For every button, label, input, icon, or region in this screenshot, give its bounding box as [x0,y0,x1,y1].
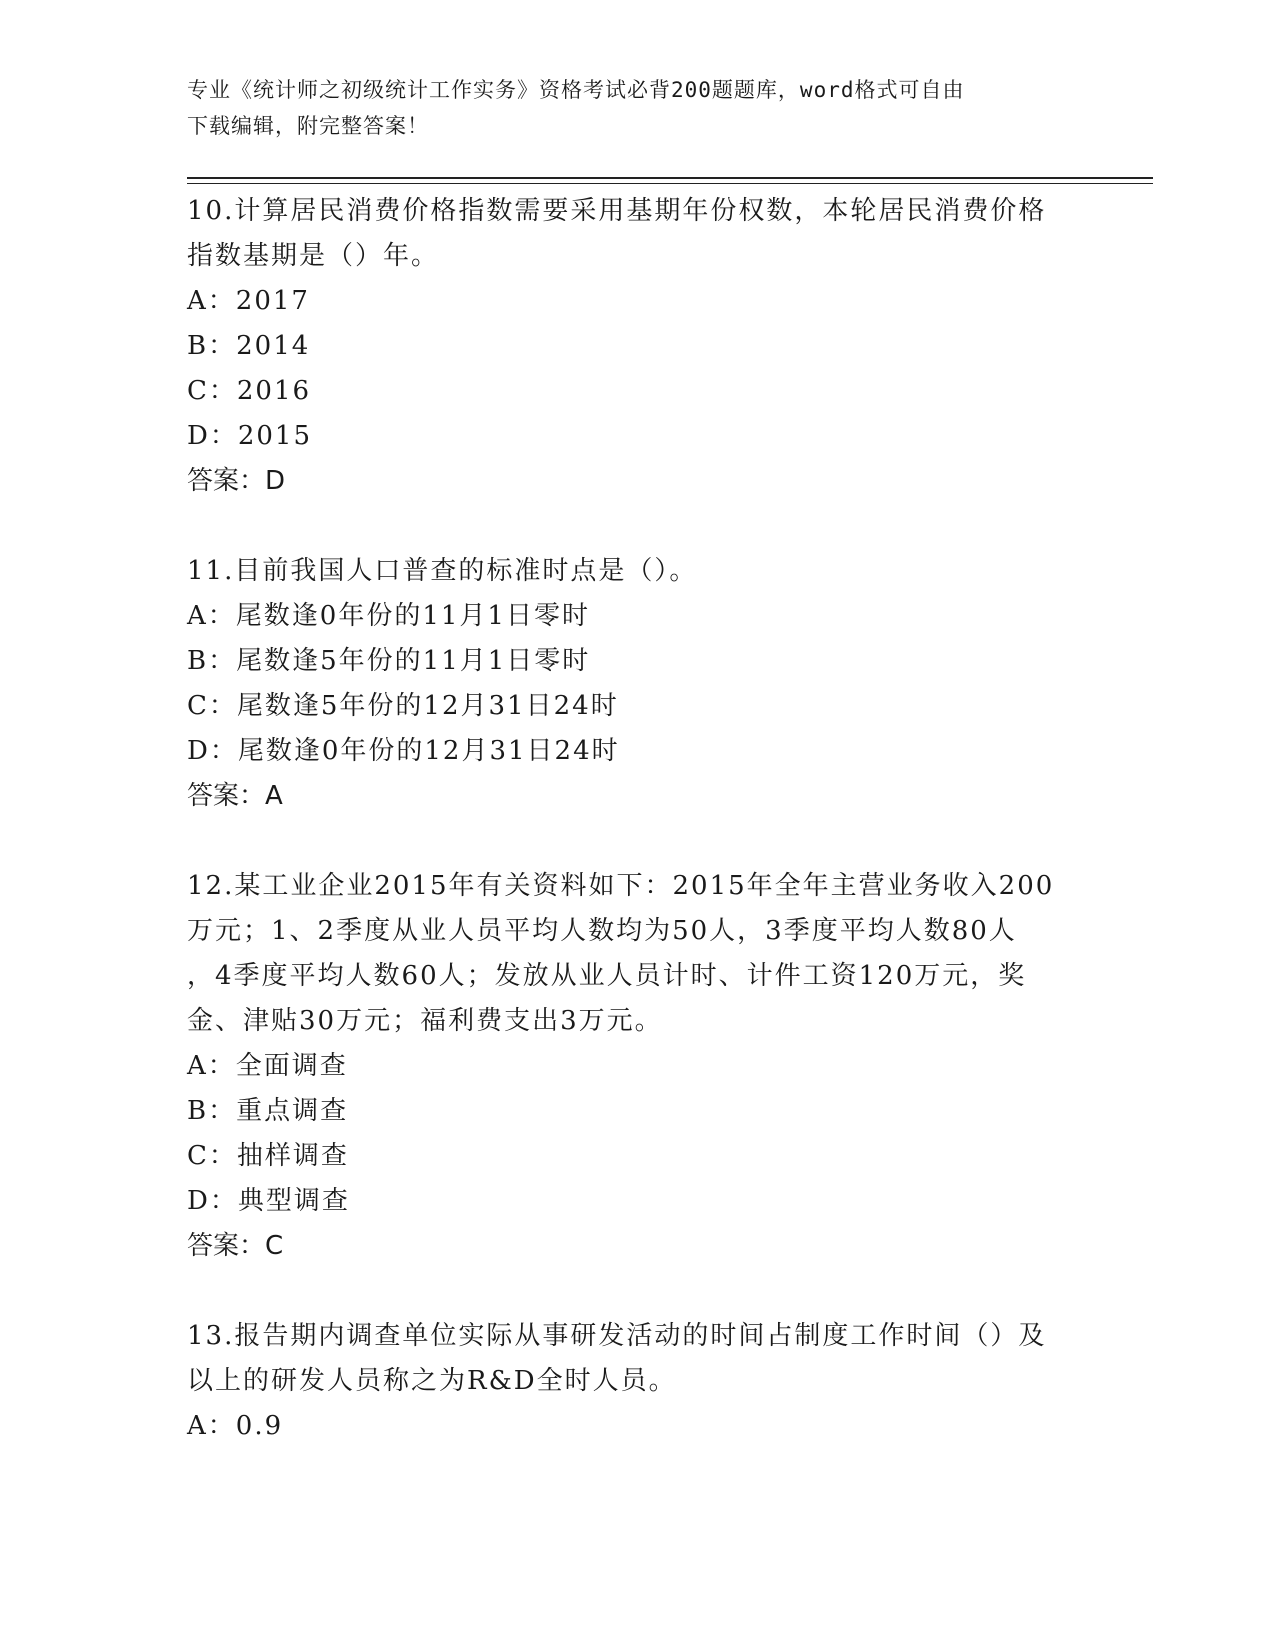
question-13 [187,1314,1087,1449]
option-a: A：2017 [187,286,310,316]
question-12 [187,864,1087,1269]
option-c: C：2016 [187,376,312,406]
question-spacer [187,504,1087,549]
option-a: A：全面调查 [187,1051,348,1081]
question-spacer [187,819,1087,864]
header-divider-thick [187,177,1153,179]
answer-line: 答案：D [187,466,286,496]
question-list [187,189,1087,1449]
question-stem-line: ，4季度平均人数60人；发放从业人员计时、计件工资120万元，奖 [187,961,1027,991]
question-stem-line: 指数基期是（）年。 [187,241,440,271]
option-a: A：尾数逢0年份的11月1日零时 [187,601,590,631]
question-11 [187,549,1087,819]
question-spacer [187,1269,1087,1314]
question-stem-line: 金、津贴30万元；福利费支出3万元。 [187,1006,663,1036]
question-stem-line: 13.报告期内调查单位实际从事研发活动的时间占制度工作时间（）及 [187,1321,1047,1351]
question-10 [187,189,1087,504]
option-a: A：0.9 [187,1411,284,1441]
document-header [187,72,1067,144]
header-line-2: 下载编辑，附完整答案！ [187,114,429,138]
question-stem-line: 万元；1、2季度从业人员平均人数均为50人，3季度平均人数80人 [187,916,1017,946]
option-c: C：抽样调查 [187,1141,349,1171]
option-d: D：2015 [187,421,313,451]
header-line-1: 专业《统计师之初级统计工作实务》资格考试必背200题题库，word格式可自由 [187,78,965,102]
answer-line: 答案：A [187,781,283,811]
option-d: D：尾数逢0年份的12月31日24时 [187,736,620,766]
question-stem-line: 12.某工业企业2015年有关资料如下：2015年全年主营业务收入200 [187,871,1055,901]
option-c: C：尾数逢5年份的12月31日24时 [187,691,619,721]
question-stem-line: 11.目前我国人口普查的标准时点是（）。 [187,556,698,586]
option-b: B：尾数逢5年份的11月1日零时 [187,646,591,676]
header-divider-thin [187,183,1153,184]
option-b: B：2014 [187,331,311,361]
question-stem-line: 10.计算居民消费价格指数需要采用基期年份权数，本轮居民消费价格 [187,196,1047,226]
question-stem-line: 以上的研发人员称之为R&D全时人员。 [187,1366,677,1396]
option-d: D：典型调查 [187,1186,350,1216]
answer-line: 答案：C [187,1231,284,1261]
option-b: B：重点调查 [187,1096,349,1126]
